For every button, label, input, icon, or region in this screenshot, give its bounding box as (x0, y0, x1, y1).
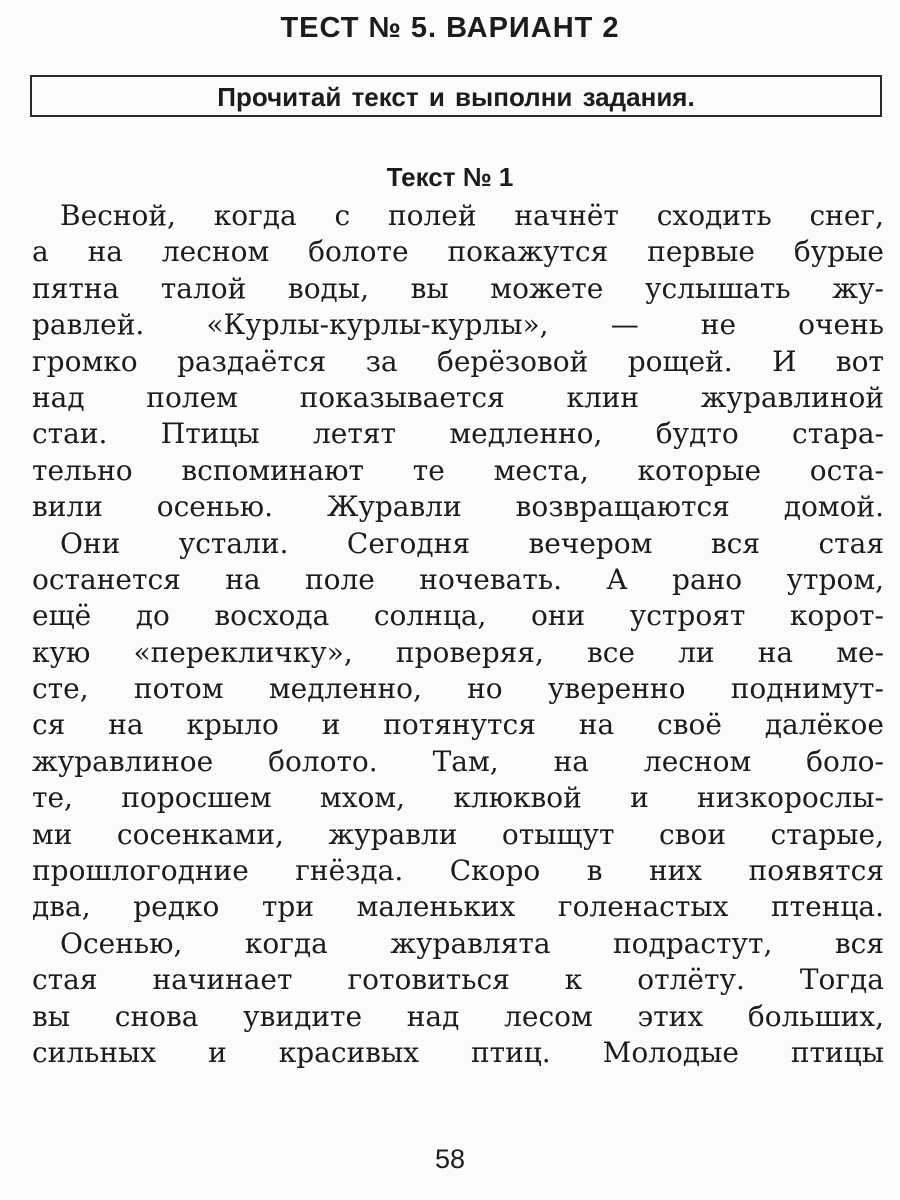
text-line: Весной, когда с полей начнёт сходить снег, (60, 199, 884, 232)
page-title: ТЕСТ № 5. ВАРИАНТ 2 (280, 12, 620, 44)
text-line: два, редко три маленьких голенастых птенца. (32, 890, 884, 924)
text-line: ещё до восхода солнца, они устроят корот- (32, 599, 884, 633)
text-line: журавлиное болото. Там, на лесном боло- (32, 744, 884, 778)
text-line: Они устали. Сегодня вечером вся стая (60, 526, 884, 560)
text-line: прошлогодние гнёзда. Скоро в них появятся (32, 854, 884, 888)
text-line: стаи. Птицы летят медленно, будто стара- (32, 417, 884, 451)
text-line: а на лесном болоте покажутся первые бурые (32, 235, 884, 269)
text-line: кую «перекличку», проверяя, все ли на ме- (32, 635, 884, 669)
text-line: громко раздаётся за берёзовой рощей. И вот (32, 344, 884, 378)
text-line: равлей. «Курлы-курлы-курлы», — не очень (32, 308, 884, 342)
text-line: пятна талой воды, вы можете услышать жу- (32, 271, 884, 305)
text-line: те, поросшем мхом, клюквой и низкорослы- (32, 781, 884, 815)
text-line: ми сосенками, журавли отыщут свои старые, (32, 817, 884, 851)
text-line: сте, потом медленно, но уверенно поднимут- (32, 672, 884, 706)
page-number: 58 (434, 1144, 466, 1174)
text-line: вили осенью. Журавли возвращаются домой. (32, 490, 884, 524)
text-line: сильных и красивых птиц. Молодые птицы (32, 1035, 884, 1069)
text-line: Осенью, когда журавлята подрастут, вся (60, 926, 884, 960)
text-heading: Текст № 1 (386, 162, 514, 192)
text-line: над полем показывается клин журавлиной (32, 380, 884, 414)
text-line: тельно вспоминают те места, которые оста- (32, 453, 884, 487)
text-line: ся на крыло и потянутся на своё далёкое (32, 708, 884, 742)
text-line: стая начинает готовиться к отлёту. Тогда (32, 963, 884, 997)
instruction-box: Прочитай текст и выполни задания. (30, 75, 882, 117)
text-line: останется на поле ночевать. А рано утром, (32, 562, 884, 596)
reading-text (32, 198, 884, 1071)
text-line: вы снова увидите над лесом этих больших, (32, 999, 884, 1033)
